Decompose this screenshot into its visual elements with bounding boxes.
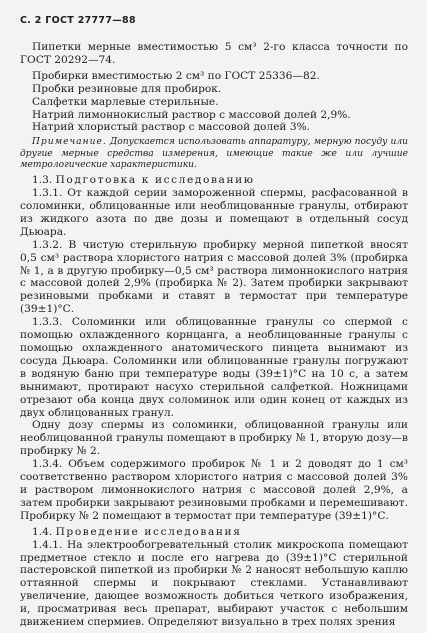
note-label: Примечание. bbox=[32, 137, 107, 148]
section-title: Подготовка к исследованию bbox=[55, 174, 255, 187]
paragraph-1-3-2: 1.3.2. В чистую стерильную пробирку мерной пипеткой вносят 0,5 см³ раствора хлористого натрия с массовой долей 3% (пробирка № 1, а в другую пробирку—0,5 см³ раствора лимоннокислого натрия с массовой долей 2,9% (пробирка № 2). Затем пробирки закрывают резиновыми пробками и ставят в термостат при температуре (39±1)°С. bbox=[20, 238, 408, 316]
paragraph-1-3-3-cont: Одну дозу спермы из соломинки, облицованной гранулы или необлицованной гранулы помещают в пробирку № 1, вторую дозу—в пробирку № 2. bbox=[20, 419, 408, 458]
section-number: 1.4. bbox=[32, 525, 53, 538]
reagent-sodium-chloride: Натрий хлористый раствор с массовой долей 3%. bbox=[32, 121, 311, 134]
page-header: С. 2 ГОСТ 27777—88 bbox=[20, 15, 136, 26]
section-title: Проведение исследования bbox=[55, 525, 242, 538]
equipment-stoppers: Пробки резиновые для пробирок. bbox=[32, 82, 222, 95]
note-text: Допускается использовать аппаратуру, мерную посуду или другие мерные средства измерения, имеющие такие же или лучшие метрологические характеристики. bbox=[20, 137, 408, 170]
equipment-pipettes: Пипетки мерные вместимостью 5 см³ 2-го класса точности по ГОСТ 20292—74. bbox=[20, 41, 408, 66]
paragraph-1-3-3: 1.3.3. Соломинки или облицованные гранулы со спермой с помощью охлажденного корнцанга, а необлицованные гранулы с помощью охлажденного анатомического пинцета вынимают из сосуда Дьюара. Соломинки или облицованные гранулы погружают в водяную баню при температуре воды (39±1)°С на 10 с, а затем вынимают, протирают насухо стерильной салфеткой. Ножницами отрезают оба конца двух соломинок или один конец от каждых из двух облицованных гранул. bbox=[20, 316, 408, 419]
note bbox=[20, 137, 408, 171]
paragraph-1-3-1: 1.3.1. От каждой серии замороженной спермы, расфасованной в соломинки, облицованные или необлицованные гранулы, отбирают из жидкого азота по две дозы и помещают в отдельный сосуд Дьюара. bbox=[20, 187, 408, 238]
section-heading-1-3 bbox=[20, 174, 408, 187]
section-heading-1-4 bbox=[20, 526, 408, 539]
reagent-sodium-citrate: Натрий лимоннокислый раствор с массовой долей 2,9%. bbox=[32, 108, 351, 121]
paragraph-1-3-4: 1.3.4. Объем содержимого пробирок № 1 и 2 доводят до 1 см³ соответственно раствором хлористого натрия с массовой долей 3% и раствором лимоннокислого натрия с массовой долей 2,9%, а затем пробирки закрывают резиновыми пробками и перемешивают. Пробирку № 2 помещают в термостат при температуре (39±1)°С. bbox=[20, 458, 408, 522]
equipment-tubes: Пробирки вместимостью 2 см³ по ГОСТ 25336—82. bbox=[32, 69, 320, 82]
section-number: 1.3. bbox=[32, 174, 53, 187]
document-body bbox=[20, 41, 408, 629]
equipment-napkins: Салфетки марлевые стерильные. bbox=[32, 95, 219, 108]
paragraph-1-4-1: 1.4.1. На электрообогревательный столик микроскопа помещают предметное стекло и после его нагрева до (39±1)°С стерильной пастеровской пипеткой из пробирки № 2 наносят небольшую каплю оттаянной спермы и покрывают стеклами. Устанавливают увеличение, дающее возможность добиться четкого изображения, и, просматривая весь препарат, выбирают участок с небольшим движением спермиев. Определяют визуально в трех полях зрения bbox=[20, 538, 408, 629]
